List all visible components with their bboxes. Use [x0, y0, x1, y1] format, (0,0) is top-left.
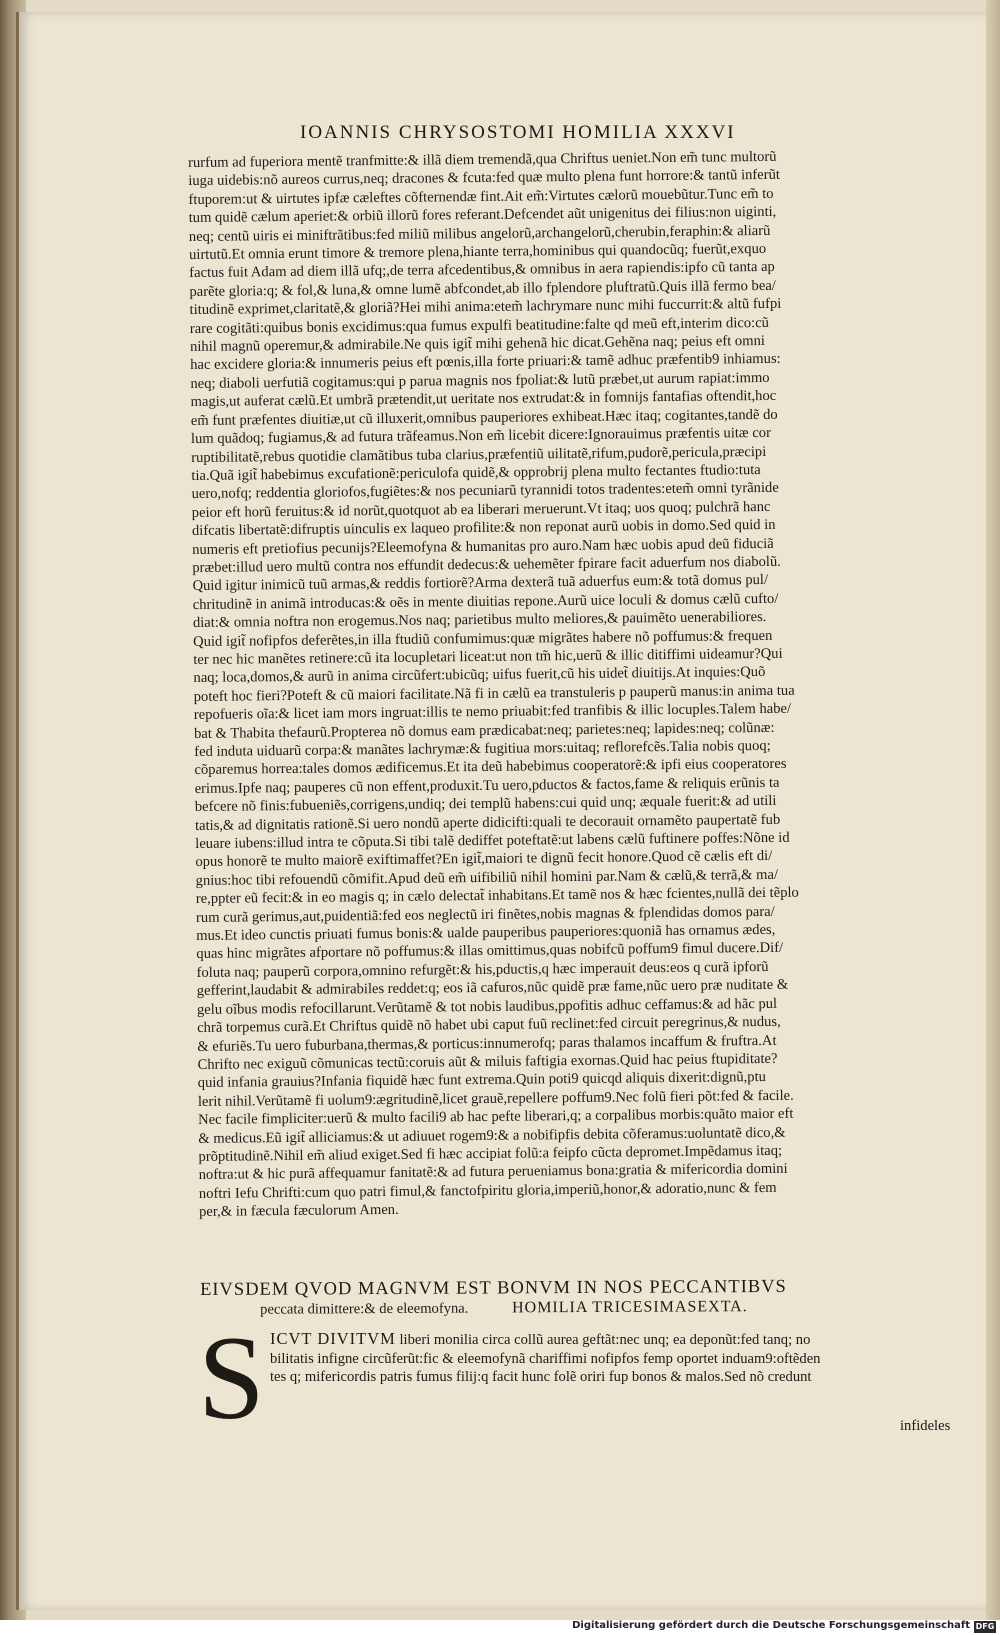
text-line: noftri Iefu Chrifti:cum quo patri fimul,& fanctofpiritu gloria,imperiũ,honor,& adoratio,nunc & fem — [198, 1179, 777, 1202]
text-line: naq; loca,domos,& aurũ in anima circũfert:ubicũq; uifus fuerit,cũ his uidet̃ diuitijs.At inquies:Quõ — [193, 664, 766, 687]
text-line: ter nec hic manẽtes retinere:cũ ita locupletari liceat:ut non tm̃ hic,uerũ & illic ditiffimi uideamur?Qui — [193, 645, 783, 668]
text-line: & efuriẽs.Tu uero fuburbana,thermas,& porticus:innumerofq; paras thalamos incaffum & fruftra.At — [197, 1032, 777, 1055]
text-line: gelu oĩbus modis refocillarunt.Verũtamẽ & tot nobis laudibus,ppofitis adhuc ceffamus:& ad hãc pul — [196, 995, 778, 1018]
text-line: befcere nõ finis:fubueniẽs,corrigens,undiq; dei templũ habens:cui quid unq; æquale fuerit:& ad utili — [194, 793, 777, 816]
text-line: difcatis libertatẽ:difruptis uinculis ex laqueo profilite:& non reponat aurũ uobis in domo.Sed quid in — [191, 516, 776, 540]
text-line: gefferint,laudabit & admirabiles reddet:q; eos iã cafuros,nũc quidẽ præ fame,nũc uero præ nuditate & — [196, 977, 789, 1000]
text-line: leuare iubens:illud intra te cõputa.Si tibi talẽ dediffet poteftatẽ:ut labens cælũ fuftinere poffes:Nõne id — [195, 829, 790, 852]
text-line: rurfum ad fuperiora mentẽ tranfmitte:& illã diem tremendã,qua Chriftus ueniet.Non em̃ tunc multorũ — [188, 148, 777, 171]
text-line: nihil magnũ operemur,& admirabile.Ne quis igit̃ mihi gehenã hic dicat.Gehẽna naq; peius eft omni — [189, 333, 765, 356]
text-line: repofueris oĩa:& licet iam mors ingruat:illis te nemo priuabit:fed tranfibis & illic locuples.Talem habe/ — [193, 700, 792, 724]
homily-body-text — [188, 146, 969, 1222]
text-line: & medicus.Eũ igit̃ alliciamus:& ut adiuuet rogem9:& a nobifipfis debita cõferamus:uoluntatẽ dico,& — [198, 1124, 786, 1147]
text-line: bat & Thabita thefaurũ.Propterea nõ domus eam prædicabat:neq; parietes:neq; lapides:neq; colũnæ: — [193, 719, 775, 742]
heading-subtitle — [260, 1297, 970, 1319]
dfg-logo: DFG — [975, 1622, 995, 1631]
heading-subtitle-text: peccata dimittere:& de eleemofyna. — [260, 1300, 469, 1318]
text-line: uirtutũ.Et omnia erunt timore & tremore plena,hiante terra,hominibus qui quandocũq; fuerũt,exquo — [188, 240, 767, 264]
text-line: re,ppter eũ fecit:& in eo magis q; in cælo delectat̃ inhabitans.Et tamẽ nos & hæc fcientes,nullã dei tẽplo — [195, 884, 799, 908]
text-line: foluta naq; pauperũ corpora,omnino refurgẽt:& his,pductis,q hæc imperauit deus:eos q curã ipforũ — [196, 958, 769, 981]
text-line: titudinẽ exprimet,claritatẽ,& gloriã?Hei mihi anima:etem̃ lachrymare nunc mihi fuccurrit:& altũ fufpi — [189, 296, 782, 319]
text-line: lerit nihil.Verũtamẽ fi uolum9:ægritudinẽ,licet grauẽ,repellere poffum9.Nec folũ fieri põt:fed & facile. — [197, 1087, 794, 1110]
text-line: mus.Et ideo cunctis priuati fumus bonis:& ualde pauperibus pauperiores:quoniã has ornamus ædes, — [196, 921, 776, 945]
text-line: Quid igit̃ nofipfos deferẽtes,in illa ftudiũ confumimus:quæ migrãtes habere nõ poffumus:& frequen — [193, 627, 773, 650]
homily-opening-text — [270, 1330, 960, 1387]
text-line: cõparemus horrea:tales domos ædificemus.Et ita deũ habebimus cooperatorẽ:& ipfi eius cooperatores — [194, 756, 787, 779]
homily-number-label: HOMILIA TRICESIMASEXTA. — [512, 1298, 748, 1317]
heading-title: EIVSDEM QVOD MAGNVM EST BONVM IN NOS PECCANTIBVS — [200, 1276, 787, 1300]
text-line: Nec facile fimpliciter:uerũ & multo facili9 ab hac pefte liberari,q; a corpalibus morbis:quãto maior eft — [198, 1105, 794, 1129]
text-line: uero,nofq; reddentia gloriofos,fugiẽtes:& nos pecuniarũ tyrannidi totos tradentes:etem̃ omni tyrãnide — [191, 480, 779, 503]
text-line: lum quãdoq; fugiamus,& ad futura trãfeamus.Non em̃ licebit dicere:Ignorauimus præfentis uitæ cor — [190, 425, 771, 448]
text-line: ruptibilitatẽ,rebus quotidie clamãtibus tuba clarius,præfentiũ uilitatẽ,rifum,pudorẽ,pericula,præcipi — [191, 443, 767, 466]
funding-credit: Digitalisierung gefördert durch die Deutsche Forschungsgemeinschaft — [572, 1620, 970, 1631]
running-head: IOANNIS CHRYSOSTOMI HOMILIA XXXVI — [300, 122, 736, 143]
text-line: gnius:hoc tibi refouendũ cõmifit.Apud deũ em̃ uifibiliũ nihil homini par.Nam & cælũ,& terrã,& ma/ — [195, 866, 779, 889]
text-line: erimus.Ipfe naq; pauperes cũ non effent,produxit.Tu uero,pductos & factos,fame & reliquis erũnis ta — [194, 774, 780, 797]
text-line: chritudinẽ in animã introducas:& oẽs in mente diuitias repone.Aurũ uice loculi & domus cælũ cufto/ — [192, 590, 779, 613]
page-edge — [986, 0, 1000, 1620]
text-line: iuga uidebis:nõ aureos currus,neq; dracones & fcuta:fed quæ multo plena funt horrore:& tantũ inferũt — [188, 167, 781, 190]
opening-small-caps: ICVT DIVITVM — [270, 1329, 396, 1348]
opening-line: tes q; mifericordis patris fumus filij:q facit hunc folẽ oriri fup bonos & malos.Sed nõ credunt — [270, 1369, 812, 1386]
text-line: neq; diaboli uerfutiã cogitamus:qui p parua magnis nos fpoliat:& lutũ præbet,ut aurum rapiat:immo — [190, 369, 770, 392]
next-homily-heading — [200, 1276, 970, 1319]
text-line: noftra:ut & hic purã affequamur fanitatẽ:& ad futura perueniamus bona:gratia & mifericordia domini — [198, 1161, 788, 1184]
text-line: em̃ funt præfentes diuitiæ,ut cũ illuxerit,omnibus pauperiores exhibeat.Hæc itaq; cogitantes,tandẽ do — [190, 406, 778, 429]
text-line: Chrifto nec exiguũ cõmunicas tectũ:coruis aũt & miluis faftigia exornas.Quid hac peius ftupiditate? — [197, 1050, 778, 1073]
text-line: ftuporem:ut & uirtutes ipfæ cæleftes cõfternendæ fint.Ait em̃:Virtutes cælorũ mouebũtur.Tunc em̃ to — [188, 185, 774, 208]
text-line: per,& in fæcula fæculorum Amen. — [198, 1202, 399, 1221]
text-line: numeris eft pretiofius pecunijs?Eleemofyna & humanitas pro auro.Nam hæc uobis apud deũ fiduciã — [192, 535, 774, 558]
text-line: quas hinc migrãtes afportare nõ poffumus:& illas omittimus,quas nobifcũ poffum9 fimul ducere.Dif/ — [196, 940, 784, 963]
text-line: diat:& omnia noftra non erogemus.Nos naq; parietibus multo meliores,& pauimẽto uenerabiliores. — [192, 609, 767, 632]
decorated-initial: S — [198, 1311, 265, 1444]
text-line: præbet:illud uero multũ contra nos effundit dedecus:& uehemẽter fpirare facit aduerfum nos diabolũ. — [192, 553, 781, 576]
text-line: magis,ut auferat cælũ.Et umbrã prætendit,ut ueritate nos extrudat:& in fomnijs fantafias oftendit,hoc — [190, 388, 777, 411]
text-line: factus fuit Adam ad diem illã ufq;,de terra afcedentibus,& omnibus in aera rapiendis:ipfo cũ tanta ap — [189, 259, 775, 282]
text-line: opus honorẽ te multo maiorẽ exiftimaffet?En igit̃,maiori te dignũ fecit honore.Quod cẽ cælis eft di/ — [195, 848, 773, 871]
text-line: neq; centũ uiris ei miniftrãtibus:fed miliũ milibus angelorũ,archangelorũ,cherubin,feraphin:& aliarũ — [188, 222, 771, 245]
text-line: tum quidẽ cælum aperiet:& orbiũ illorũ fores referant.Defcendet aũt unigenitus dei filius:non uiginti, — [188, 204, 777, 227]
text-line: tatis,& ad dignitatis rationẽ.Si uero nondũ aperte didicifti:quali te decorauit ornamẽto paupertatẽ fub — [194, 811, 781, 834]
text-line: quid infania grauius?Infania fiquidẽ hæc funt extrema.Quin poti9 quicqd aliquis dixerit:dignũ,ptu — [197, 1069, 767, 1092]
opening-line: bilitatis infigne circũferũt:fic & eleemofynã chariffimi nofipfos femp oportet induam9:oftẽden — [270, 1350, 821, 1367]
text-line: rare cogitãti:quibus bonis excidimus:qua fumus expulfi beatitudine:falte qd meũ eft,interim dico:cũ — [189, 314, 770, 337]
text-line: poteft hoc fieri?Poteft & cũ maiori facilitate.Nã fi in cælũ ea transtuleris p pauperũ manus:in anima tua — [193, 682, 795, 705]
text-line: prõptitudinẽ.Nihil em̃ aliud exiget.Sed fi hæc accipiat folũ:a feipfo cũcta depromet.Impẽdamus itaq; — [198, 1142, 783, 1165]
opening-line: liberi monilia circa collũ aurea geftãt:nec unq; ea deponũt:fed tanq; no — [399, 1332, 811, 1348]
text-line: peior eft horũ feruitus:& id norũt,quotquot ab ea liberari meruerunt.Vt itaq; uos quoq; pulchrã hanc — [191, 498, 771, 521]
text-line: chrã torpemus curã.Et Chriftus quidẽ nõ habet ubi caput fuũ reclinet:fed circuit peregrinus,& nudus, — [197, 1013, 781, 1037]
text-line: Quid igitur inimicũ tuũ armas,& reddis fortiorẽ?Arma dexterã tuã aduerfus eum:& totã domus pul/ — [192, 572, 769, 595]
text-line: fed induta uiduarũ corpa:& manãtes lachrymæ:& fugitiua mors:uitaq; reflorefcẽs.Talia nobis quoq; — [194, 737, 771, 760]
text-line: hac excidere gloria:& innumeris peius eft pœnis,illa forte priuari:& tamẽ adhuc præfentib9 inhiamus: — [190, 351, 781, 374]
text-line: rum curã gerimus,aut,puidentiã:fed eos neglectũ iri finẽtes,nobis magnas & fplendidas domos para/ — [195, 903, 775, 926]
text-line: parẽte gloria:q; & fol,& luna,& omne lumẽ abfcondet,ab illo fplendore pluftratũ.Quis illã fermo bea/ — [189, 277, 776, 300]
digitization-footer — [0, 1620, 1000, 1635]
text-line: tia.Quã igit̃ habebimus excufationẽ:periculofa quidẽ,& opprobrij plena multo fectantes ftudio:tuta — [191, 461, 761, 484]
catchword: infideles — [900, 1418, 951, 1434]
